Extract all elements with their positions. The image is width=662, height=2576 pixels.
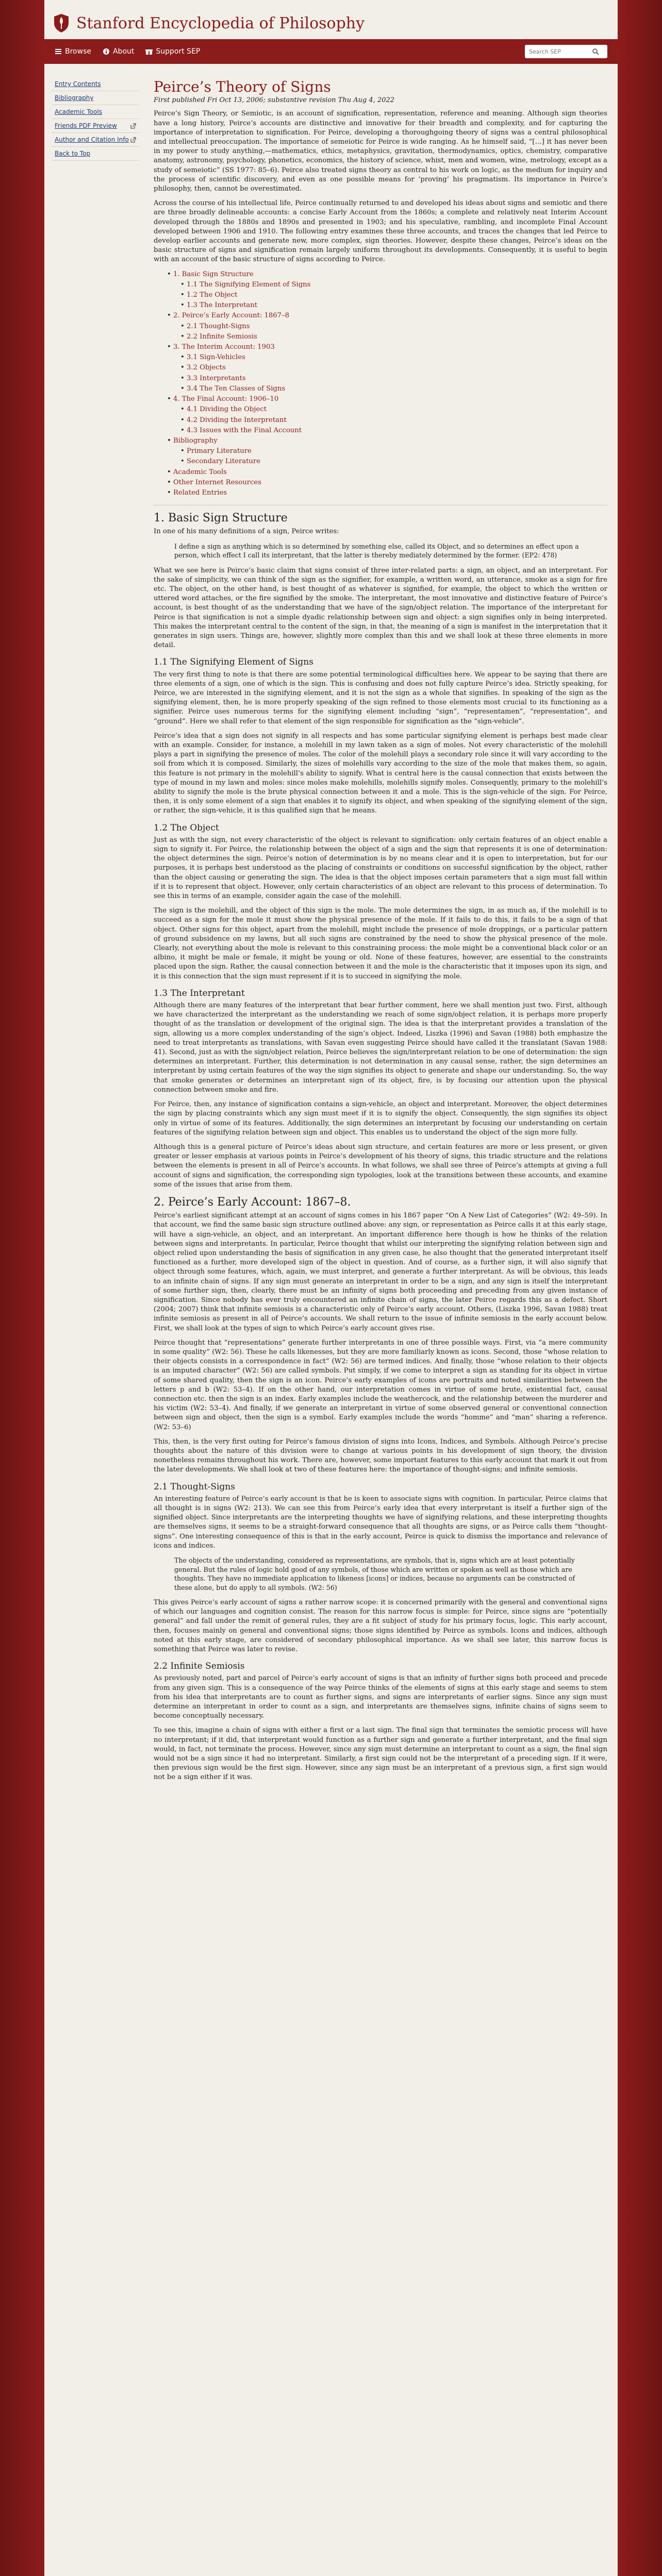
toc-item [154,322,607,331]
toc-link[interactable]: 3.2 Objects [186,364,226,372]
body-paragraph: The very first thing to note is that there are some potential terminological difficulties here. We appear to be saying that there are three elements of a sign, one of which is the sign. This is confusing and does not fully capture Peirce’s idea. Strictly speaking, for Peirce, we are interested in the signifying element, and it is not the sign as a whole that signifies. In speaking of the sign as the signifying element, then, he is more properly speaking of the sign refined to those elements most crucial to its functioning as a signifier. Peirce uses numerous terms for the signifying element including “sign”, “representamen”, “representation”, and “ground”. Here we shall refer to that element of the sign responsible for signification as the “sign-vehicle”. [154,670,607,725]
toc-link[interactable]: 4.1 Dividing the Object [186,405,267,414]
sidebar-link-label: Academic Tools [55,108,102,115]
toc-link[interactable]: 4.3 Issues with the Final Account [186,426,302,434]
toc-link[interactable]: Other Internet Resources [173,478,261,486]
preamble-paragraph: Across the course of his intellectual life, Peirce continually returned to and developed his ideas about signs and semiotic and there are three broadly delineable accounts: a concise Early Account from the 1860s; a complete and relatively neat Interim Account developed through the 1880s and 1890s and presented in 1903; and his speculative, rambling, and incomplete Final Account developed between 1906 and 1910. The following entry examines these three accounts, and traces the changes that led Peirce to develop earlier accounts and generate new, more complex, sign theories. However, despite these changes, Peirce’s ideas on the basic structure of signs and signification remain largely uniform throughout its developments. Consequently, it is useful to begin with an account of the basic structure of signs according to Peirce. [154,199,607,264]
sidebar-link[interactable] [52,119,139,133]
toc-item [154,270,607,279]
sidebar-link[interactable] [52,147,139,161]
section-heading: 1.1 The Signifying Element of Signs [154,657,313,668]
toc-link[interactable]: Secondary Literature [186,457,261,466]
section-heading: 1.3 The Interpretant [154,988,245,998]
toc-link[interactable]: 4.2 Dividing the Interpretant [186,416,287,424]
toc-link[interactable]: 2. Peirce’s Early Account: 1867–8 [173,312,290,320]
block-quote: I define a sign as anything which is so determined by something else, called its Object, and so determines an effect upon a person, which effect I call its interpretant, that the latter is thereby mediately determined by the former. (EP2: 478) [174,542,579,560]
body-paragraph: Although there are many features of the interpretant that bear further comment, here we shall mention just two. First, although we have characterized the interpretant as the understanding we reach of some sign/object relation, it is perhaps more properly thought of as the translation or development of the original sign. The idea is that the interpretant provides a translation of the sign, allowing us a more complex understanding of the sign’s object. Indeed, Liszka (1996) and Savan (1988) both emphasize the need to treat interpretants as translations, with Savan even suggesting Peirce should have called it the translatant (Savan 1988: 41). Second, just as with the sign/object relation, Peirce believes the sign/interpretant relation to be one of determination: the sign determines an interpretant. Further, this determination is not determination in any causal sense, rather, the sign determines an interpretant by using certain features of the way the sign signifies its object to generate and shape our understanding. So, the way that smoke generates or determines an interpretant sign of its object, fire, is by focusing our attention upon the physical connection between smoke and fire. [154,1002,607,1094]
toc-item [154,280,607,290]
toc-bullet: • [180,353,187,362]
sidebar-link[interactable] [52,77,139,91]
body-paragraph: This gives Peirce’s early account of signs a rather narrow scope: it is concerned primarily with the general and conventional signs of which our languages and cognition consist. The reason for this narrow focus is simple: for Peirce, since signs are “potentially general” and fall under the remit of general rules, they are a fit subject of study for his primary focus, logic. This early account, then, focuses mainly on general and conventional signs; those signs identified by Peirce as symbols. Icons and indices, although noted at this early stage, are considered of secondary philosophical importance. As we shall see later, this narrow focus is something that Peirce was later to revise. [154,1599,607,1654]
block-quote: The objects of the understanding, considered as representations, are symbols, that is, signs which are at least potentially general. But the rules of logic hold good of any symbols, of those which are written or spoken as well as those which are thoughts. They have no immediate application to likeness [icons] or indices, because no arguments can be constructed of these alone, but do apply to all symbols. (W2: 56) [174,1556,575,1591]
toc-link[interactable]: 2.1 Thought-Signs [186,322,250,330]
body-paragraph: An interesting feature of Peirce’s early account is that he is keen to associate signs with cognition. In particular, Peirce claims that all thought is in signs (W2: 213). We can see this from Peirce’s early idea that every interpretant is itself a further sign of the signified object. Since interpretants are the interpreting thoughts we have of signifying relations, and these interpreting thoughts are themselves signs, it seems to be a straight-forward consequence that all thoughts are signs, or as Peirce calls them “thought-signs”. One interesting consequence of this is that in the early account, Peirce is quick to dismiss the importance and relevance of icons and indices. [154,1495,607,1550]
toc-item [154,311,607,320]
toc-item [154,395,607,404]
main-navbar [44,39,618,64]
support-sep-button[interactable] [145,47,200,56]
toc-bullet: • [167,468,173,476]
sep-seal-icon [53,13,70,33]
toc-item [154,301,607,310]
toc-item [154,405,607,414]
toc-link[interactable]: 1.2 The Object [186,291,238,299]
toc-link[interactable]: 2.2 Infinite Semiosis [186,332,257,341]
toc-bullet: • [167,270,173,278]
toc-item [154,363,607,372]
search-input[interactable] [528,48,592,56]
sidebar-link-label: Friends PDF Preview [55,122,117,129]
toc-link[interactable]: Primary Literature [186,447,252,455]
body-paragraph: The sign is the molehill, and the object of this sign is the mole. The mole determines the sign, in as much as, if the molehill is to succeed as a sign for the mole it must show the physical presence of the mole. If it fails to do this, it fails to be a sign of that object. Other signs for this object, apart from the molehill, might include the presence of mole droppings, or a particular pattern of ground subsidence on my lawns, but all such signs are constrained by the need to show the physical presence of the mole. Clearly, not everything about the mole is relevant to this constraining process: the mole might be a conventional black color or an albino, it might be male or female, it might be young or old. None of these features, however, are essential to the constraints placed upon the sign. Rather, the causal connection between it and the mole is the characteristic that it imposes upon its sign, and it is this connection that the sign must represent if it is to succeed in signifying the mole. [154,907,607,980]
list-icon [55,48,62,55]
toc-bullet: • [180,457,187,466]
article-body [154,514,607,1783]
sidebar-link[interactable] [52,91,139,105]
toc-bullet: • [180,447,187,455]
toc-link[interactable]: 3.3 Interpretants [186,374,246,382]
gift-icon [145,48,153,55]
toc-item [154,353,607,362]
search-icon[interactable] [592,48,599,55]
site-header [44,0,618,77]
toc-bullet: • [180,374,187,382]
toc-link[interactable]: Bibliography [173,436,218,445]
article-content [154,77,607,1788]
toc-item [154,436,607,446]
toc-bullet: • [180,280,187,289]
toc-link[interactable]: Academic Tools [173,468,227,476]
body-paragraph: Peirce thought that “representations” generate further interpretants in one of three possible ways. First, via “a mere community in some quality” (W2: 56). These he calls likenesses, but they are more familiarly known as icons. Second, those “whose relation to their objects consists in a correspondence in fact” (W2: 56) are termed indices. And finally, those “whose relation to their objects is an imputed character” (W2: 56) are called symbols. Put simply, if we come to interpret a sign as standing for its object in virtue of some shared quality, then the sign is an icon. Peirce’s early examples of icons are portraits and noted similarities between the letters p and b (W2: 53–4). If on the other hand, our interpretation comes in virtue of some brute, existential fact, causal connection etc. then the sign is an index. Early examples include the weathercock, and the relationship between the murderer and his victim (W2: 53–4). And finally, if we generate an interpretant in virtue of some observed general or conventional connection between sign and object, then the sign is a symbol. Early examples include the words “homme” and “man” sharing a reference. (W2: 53–6) [154,1338,607,1431]
about-label: About [112,47,135,56]
toc-link[interactable]: Related Entries [173,488,227,497]
toc-item [154,416,607,425]
body-paragraph: For Peirce, then, any instance of signification contains a sign-vehicle, an object and interpretant. Moreover, the object determines the sign by placing constraints which any sign must meet if it is to signify the object. Consequently, the sign signifies its object only in virtue of some of its features. Additionally, the sign determines an interpretant by focusing our understanding on certain features of the signifying relation between sign and object. This enables us to understand the object of the sign more fully. [154,1100,607,1137]
toc-bullet: • [180,291,187,299]
sidebar-link-label: Bibliography [55,94,94,101]
body-paragraph: As previously noted, part and parcel of Peirce’s early account of signs is that an infinity of further signs both proceed and precede from any given sign. This is a consequence of the way Peirce thinks of the elements of signs at this early stage and seems to stem from his idea that interpretants are to count as further signs, and signs are interpretants of earlier signs. Since any sign must determine an interpretant in order to count as a sign, and interpretants are themselves signs, infinite chains of signs seem to become conceptually necessary. [154,1674,607,1720]
search-box [525,45,607,58]
toc-bullet: • [167,488,173,497]
toc-item [154,374,607,383]
toc-bullet: • [180,426,187,434]
toc-link[interactable]: 3.1 Sign-Vehicles [186,353,245,362]
toc-link[interactable]: 3.4 The Ten Classes of Signs [186,384,286,393]
sidebar-link-label: Entry Contents [55,80,101,88]
toc-item [154,457,607,466]
toc-item [154,426,607,435]
toc-bullet: • [167,478,173,486]
toc-link[interactable]: 1.3 The Interpretant [186,301,258,310]
toc-bullet: • [180,301,187,310]
sidebar-link[interactable] [52,105,139,119]
site-title: Stanford Encyclopedia of Philosophy [76,14,365,32]
body-paragraph: To see this, imagine a chain of signs with either a first or a last sign. The final sign that terminates the semiotic process will have no interpretant; if it did, that interpretant would function as a further sign and generate a further interpretant, and the final sign would, in fact, not terminate the process. However, since any sign must determine an interpretant to count as a sign, the final sign would not be a sign since it had no interpretant. Similarly, a first sign could not be the interpretant of a preceding sign. If it were, then previous sign would be the first sign. However, since any sign must be an interpretant of a previous sign, a first sign would not be a sign either if it was. [154,1726,607,1782]
toc-bullet: • [180,405,187,414]
toc-item [154,384,607,394]
section-heading: 2.1 Thought-Signs [154,1481,235,1492]
entry-sidebar [52,77,139,161]
toc-bullet: • [180,332,187,341]
preamble-paragraph: Peirce’s Sign Theory, or Semiotic, is an account of signification, representation, reference and meaning. Although sign theories have a long history, Peirce’s accounts are distinctive and innovative for their breadth and complexity, and for capturing the importance of interpretation to signification. For Peirce, developing a thoroughgoing theory of signs was a central philosophical and intellectual preoccupation. The importance of semeiotic for Peirce is wide ranging. As he himself said, “[…] it has never been in my power to study anything,—mathematics, ethics, metaphysics, gravitation, thermodynamics, optics, chemistry, comparative anatomy, astronomy, psychology, phonetics, economics, the history of science, whist, men and women, wine, metrology, except as a study of semeiotic” (SS 1977: 85–6). Peirce also treated signs theory as central to his work on logic, as the medium for inquiry and the process of scientific discovery, and even as one possible means for ‘proving’ his pragmatism. Its importance in Peirce’s philosophy, then, cannot be overestimated. [154,110,607,193]
toc-item [154,332,607,342]
external-link-icon [130,137,136,143]
sidebar-link[interactable] [52,133,139,147]
sidebar-link-label: Back to Top [55,150,91,157]
toc-item [154,478,607,487]
info-icon [103,48,110,55]
body-paragraph: This, then, is the very first outing for Peirce’s famous division of signs into Icons, Indices, and Symbols. Although Peirce’s precise thoughts about the nature of this division were to change at various points in his development of sign theory, the division nonetheless remains throughout his work. There are, however, some important features to this early account that mark it out from the later developments. We shall look at two of these features here: the importance of thought-signs; and infinite semiosis. [154,1437,607,1474]
toc-link[interactable]: 1.1 The Signifying Element of Signs [186,280,311,289]
section-heading: 1.2 The Object [154,822,219,833]
toc-item [154,291,607,300]
article-preamble [154,109,607,264]
body-paragraph: Peirce’s idea that a sign does not signify in all respects and has some particular signifying element is perhaps best made clear with an example. Consider, for instance, a molehill in my lawn taken as a sign of moles. Not every characteristic of the molehill plays a part in signifying the presence of moles. The color of the molehill plays a secondary role since it will vary according to the soil from which it is composed. Similarly, the sizes of molehills vary according to the size of the mole that makes them, so again, this feature is not primary in the molehill’s ability to signify. What is central here is the causal connection that exists between the type of mound in my lawn and moles: since moles make molehills, molehills signify moles. Consequently, primary to the molehill’s ability to signify the mole is the brute physical connection between it and a mole. This is the sign-vehicle of the sign. For Peirce, then, it is only some element of a sign that enables it to signify its object, and when speaking of the signifying element of the sign, or rather, the sign-vehicle, it is this qualified sign that he means. [154,732,607,815]
toc-bullet: • [180,416,187,424]
site-logo[interactable] [53,13,365,33]
body-paragraph: In one of his many definitions of a sign, Peirce writes: [154,528,339,536]
toc-bullet: • [180,322,187,330]
browse-label: Browse [65,47,91,56]
toc-bullet: • [180,364,187,372]
browse-button[interactable] [55,47,91,56]
support-sep-label: Support SEP [156,47,201,56]
about-button[interactable] [103,47,134,56]
publication-info: First published Fri Oct 13, 2006; substantive revision Thu Aug 4, 2022 [154,96,395,105]
body-paragraph: Peirce’s earliest significant attempt at an account of signs comes in his 1867 paper “On A New List of Categories” (W2: 49–59). In that account, we find the same basic sign structure outlined above: any sign, or representation as Peirce calls it at this early stage, will have a sign-vehicle, an object, and an interpretant. An important difference here though is how he thinks of the relation between signs and interpretants. In particular, Peirce thought that whilst our interpreting the signifying relation between sign and object relied upon understanding the basis of signification in any given case, he also thought that the generated interpretant itself functioned as a further, more developed sign of the object in question. And of course, as a further sign, it will also signify that object through some features, which, again, we must interpret, and generate a further interpretant. As will be obvious, this leads to an infinite chain of signs. If any sign must generate an interpretant in order to be a sign, and any sign is itself the interpretant of some further sign, then, clearly, there must be an infinity of signs both proceeding and preceding from any given instance of signification. Since nobody has ever truly encountered an infinite chain of signs, the later Peirce regards this as a defect. Short (2004; 2007) think that infinite semiosis is a characteristic only of Peirce’s early account. Others, (Liszka 1996, Savan 1988) treat infinite semiosis as present in all of Peirce’s accounts. We shall return to the issue of infinite semiosis in the early account below. First, we shall look at the types of sign to which Peirce’s early account gives rise. [154,1212,607,1332]
toc-item [154,447,607,456]
article-title: Peirce’s Theory of Signs [154,78,331,95]
page [44,0,618,2576]
section-heading: 2.2 Infinite Semiosis [154,1661,245,1672]
toc-link[interactable]: 1. Basic Sign Structure [173,270,254,278]
toc-bullet: • [167,343,173,351]
sidebar-link-label: Author and Citation Info [55,136,129,143]
toc-bullet: • [167,436,173,445]
body-paragraph: Just as with the sign, not every characteristic of the object is relevant to signification: only certain features of an object enable a sign to signify it. For Peirce, the relationship between the object of a sign and the sign that represents it is one of determination: the object determines the sign. Peirce’s notion of determination is by no means clear and it is open to interpretation, but for our purposes, it is perhaps best understood as the placing of constraints or conditions on successful signification by the object, rather than the object causing or generating the sign. The idea is that the object imposes certain parameters that a sign must fall within if it is to represent that object. However, only certain characteristics of an object are relevant to this process of determination. To see this in terms of an example, consider again the case of the molehill. [154,836,607,901]
toc-bullet: • [167,395,173,403]
table-of-contents [154,270,607,498]
section-heading: 2. Peirce’s Early Account: 1867–8. [154,1195,351,1209]
toc-item [154,343,607,352]
body-paragraph: Although this is a general picture of Peirce’s ideas about sign structure, and certain features are more or less present, or given greater or lesser emphasis at various points in Peirce’s development of his theory of signs, this triadic structure and the relations between the elements is present in all of Peirce’s accounts. In what follows, we shall see three of Peirce’s attempts at giving a full account of signs and signification, the corresponding sign typologies, look at the transitions between these accounts, and examine some of the issues that arise from them. [154,1143,607,1189]
external-link-icon [130,123,136,129]
section-heading: 1. Basic Sign Structure [154,512,288,525]
toc-link[interactable]: 3. The Interim Account: 1903 [173,343,275,351]
body-paragraph: What we see here is Peirce’s basic claim that signs consist of three inter-related parts: a sign, an object, and an interpretant. For the sake of simplicity, we can think of the sign as the signifier, for example, a written word, an utterance, smoke as a sign for fire etc. The object, on the other hand, is best thought of as whatever is signified, for example, the object to which the written or uttered word attaches, or the fire signified by the smoke. The interpretant, the most innovative and distinctive feature of Peirce’s account, is best thought of as the understanding that we have of the sign/object relation. The importance of the interpretant for Peirce is that signification is not a simple dyadic relationship between sign and object: a sign signifies only in being interpreted. This makes the interpretant central to the content of the sign, in that, the meaning of a sign is manifest in the interpretation that it generates in sign users. Things are, however, slightly more complex than this and we shall look at these three elements in more detail. [154,566,607,650]
toc-bullet: • [167,312,173,320]
toc-item [154,468,607,477]
toc-bullet: • [180,384,187,393]
toc-link[interactable]: 4. The Final Account: 1906–10 [173,395,279,403]
toc-item [154,488,607,498]
